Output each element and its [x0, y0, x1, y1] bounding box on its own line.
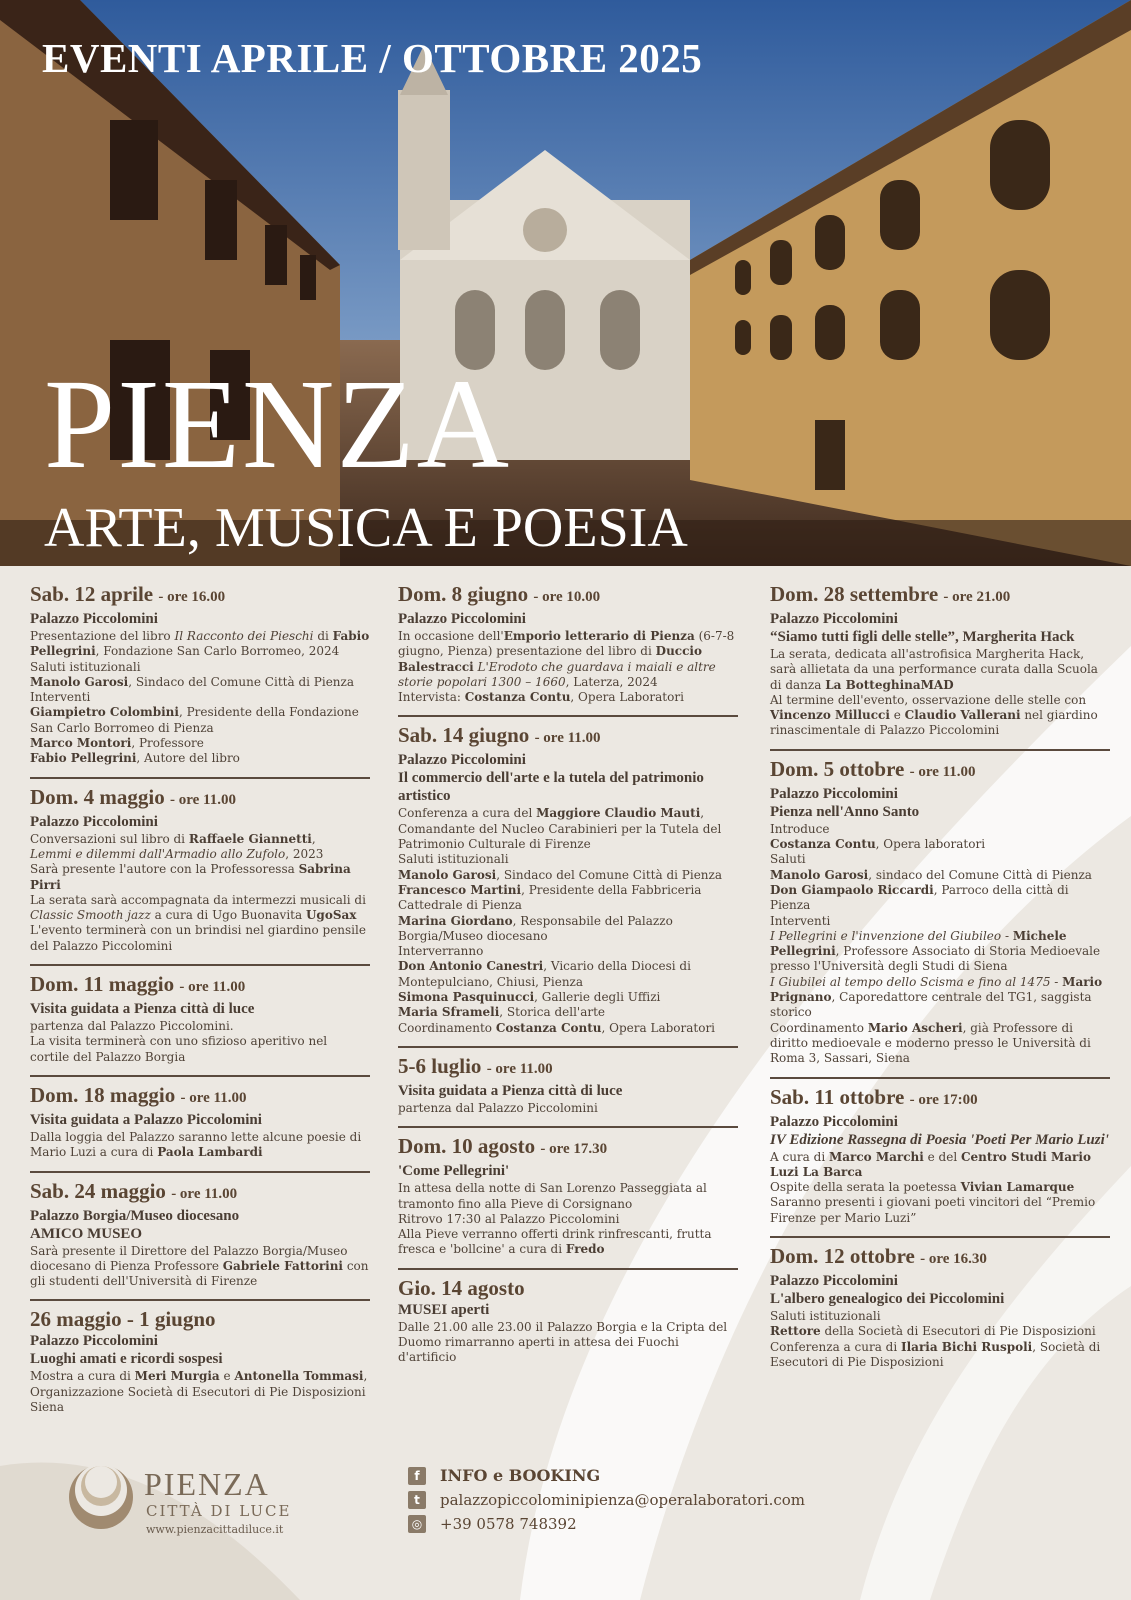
pienza-logo-icon: [66, 1462, 136, 1532]
event-date: Gio. 14 agosto: [398, 1275, 525, 1300]
event-description: Dalle 21.00 alle 23.00 il Palazzo Borgia e la Cripta del Duomo rimarranno aperti in attesa dei Fuochi d'artificio: [398, 1319, 728, 1365]
event-item: [30, 964, 370, 1065]
event-title: MUSEI aperti: [398, 1301, 490, 1318]
event-date: Sab. 24 maggio - ore 11.00: [30, 1178, 238, 1203]
event-description: Saluti istituzionali Rettore della Società di Esecutori di Pie Disposizioni Conferenza a cura di Ilaria Bichi Ruspoli, Società di Esecutori di Pie Disposizioni: [770, 1309, 1101, 1369]
event-title: Visita guidata a Palazzo Piccolomini: [30, 1111, 262, 1128]
event-description: Conversazioni sul libro di Raffaele Giannetti, Lemmi e dilemmi dall'Armadio allo Zufolo, 2023 Sarà presente l'autore con la Professoressa Sabrina Pirri La serata sarà accompagnata da intermezzi musicali di Classic Smooth jazz a cura di Ugo Buonavita UgoSax L'evento terminerà con un brindisi nel giardino pensile del Palazzo Piccolomini: [30, 831, 366, 953]
event-title: Luoghi amati e ricordi sospesi: [30, 1351, 223, 1368]
event-item: [770, 1077, 1110, 1226]
event-date: Dom. 18 maggio - ore 11.00: [30, 1082, 247, 1107]
event-item: [398, 715, 738, 1035]
event-title: AMICO MUSEO: [30, 1225, 143, 1242]
event-description: Mostra a cura di Meri Murgia e Antonella Tommasi, Organizzazione Società di Esecutori di Pie Disposizioni Siena: [30, 1369, 368, 1415]
event-description: Conferenza a cura del Maggiore Claudio Mauti, Comandante del Nucleo Carabinieri per la Tutela del Patrimonio Culturale di Firenze Saluti istituzionali Manolo Garosi, Sindaco del Comune Città di Pienza Francesco Martini, Presidente della Fabbriceria Cattedrale di Pienza Marina Giordano, Responsabile del Palazzo Borgia/Museo diocesano Interverranno Don Antonio Canestri, Vicario della Diocesi di Montepulciano, Chiusi, Pienza Simona Pasquinucci, Gallerie degli Uffizi Maria Sframeli, Storica dell'arte Coordinamento Costanza Contu, Opera Laboratori: [398, 806, 722, 1035]
logo-name: PIENZA: [144, 1466, 270, 1502]
event-time: - ore 17:00: [909, 1091, 978, 1108]
event-item: [30, 1171, 370, 1290]
event-date: Sab. 14 giugno - ore 11.00: [398, 723, 601, 748]
event-time: - ore 10.00: [533, 589, 601, 605]
event-time: - ore 21.00: [943, 589, 1011, 605]
page-title: PIENZA: [44, 353, 512, 495]
event-venue: Palazzo Piccolomini: [30, 813, 158, 830]
info-booking: [408, 1466, 805, 1539]
event-date: 5-6 luglio - ore 11.00: [398, 1053, 553, 1078]
event-title: L'albero genealogico dei Piccolomini: [770, 1291, 1005, 1308]
events-column-3: [770, 582, 1110, 1380]
event-time: - ore 17.30: [540, 1141, 608, 1158]
event-venue: Palazzo Piccolomini: [770, 785, 898, 802]
event-item: [398, 1126, 738, 1257]
event-date: Sab. 11 ottobre - ore 17:00: [770, 1084, 978, 1109]
facebook-icon[interactable]: f: [408, 1467, 426, 1485]
hero-photo: [0, 0, 1131, 566]
logo-subtitle: CITTÀ DI LUCE: [146, 1502, 292, 1520]
event-title: “Siamo tutti figli delle stelle”, Margherita Hack: [770, 629, 1075, 645]
event-item: [30, 1075, 370, 1161]
event-item: [770, 1236, 1110, 1370]
event-item: [30, 1299, 370, 1415]
event-venue: Palazzo Piccolomini: [770, 611, 898, 627]
event-description: A cura di Marco Marchi e del Centro Studi Mario Luzi La Barca Ospite della serata la poetessa Vivian Lamarque Saranno presenti i giovani poeti vincitori del “Premio Firenze per Mario Luzi”: [770, 1149, 1096, 1225]
info-title: INFO e BOOKING: [440, 1466, 601, 1485]
event-venue: Palazzo Piccolomini: [30, 611, 158, 627]
event-title: Il commercio dell'arte e la tutela del patrimonio artistico: [398, 770, 704, 805]
event-item: [398, 1268, 738, 1366]
event-title: Visita guidata a Pienza città di luce: [30, 1001, 255, 1018]
event-date: Dom. 4 maggio - ore 11.00: [30, 784, 236, 809]
phone-link[interactable]: +39 0578 748392: [440, 1515, 577, 1533]
event-time: - ore 11.00: [180, 1089, 247, 1106]
event-description: In attesa della notte di San Lorenzo Passeggiata al tramonto fino alla Pieve di Corsignano Ritrovo 17:30 al Palazzo Piccolomini Alla Pieve verranno offerti drink rinfrescanti, frutta fresca e 'bollcine' a cura di Fredo: [398, 1181, 712, 1257]
event-description: In occasione dell'Emporio letterario di Pienza (6-7-8 giugno, Pienza) presentazione del libro di Duccio Balestracci L'Erodoto che guardava i maiali e altre storie popolari 1300 – 1660, Laterza, 2024 Intervista: Costanza Contu, Opera Laboratori: [398, 629, 735, 705]
event-date: Dom. 12 ottobre - ore 16.30: [770, 1244, 987, 1269]
email-link[interactable]: palazzopiccolominipienza@operalaboratori.com: [440, 1491, 806, 1509]
events-column-2: [398, 582, 738, 1376]
event-title: 'Come Pellegrini': [398, 1163, 510, 1180]
event-date: Dom. 5 ottobre - ore 11.00: [770, 756, 976, 781]
event-time: - ore 11.00: [179, 979, 246, 996]
event-title: Pienza nell'Anno Santo: [770, 803, 920, 820]
event-venue: Palazzo Piccolomini: [398, 752, 526, 769]
event-description: Dalla loggia del Palazzo saranno lette alcune poesie di Mario Luzi a cura di Paola Lambardi: [30, 1129, 362, 1160]
event-date: Dom. 28 settembre - ore 21.00: [770, 582, 1011, 606]
logo-url[interactable]: www.pienzacittadiluce.it: [146, 1523, 284, 1536]
twitter-icon[interactable]: t: [408, 1491, 426, 1509]
top-title: EVENTI APRILE / OTTOBRE 2025: [42, 35, 703, 81]
event-description: La serata, dedicata all'astrofisica Margherita Hack, sarà allietata da una performance curata dalla Scuola di danza La BotteghinaMAD Al termine dell'evento, osservazione delle stelle con Vincenzo Millucci e Claudio Vallerani nel giardino rinascimentale di Palazzo Piccolomini: [770, 647, 1098, 738]
event-date: Sab. 12 aprile - ore 16.00: [30, 582, 226, 606]
event-item: [398, 582, 738, 705]
event-item: [770, 582, 1110, 739]
event-time: - ore 16.30: [920, 1251, 987, 1268]
event-date: Dom. 11 maggio - ore 11.00: [30, 972, 246, 997]
event-title: IV Edizione Rassegna di Poesia 'Poeti Per Mario Luzi': [770, 1131, 1109, 1148]
page-subtitle: ARTE, MUSICA E POESIA: [44, 497, 688, 559]
event-item: [30, 582, 370, 767]
event-description: Introduce Costanza Contu, Opera laboratori Saluti Manolo Garosi, sindaco del Comune Città di Pienza Don Giampaolo Riccardi, Parroco della città di Pienza Interventi I Pellegrini e l'invenzione del Giubileo - Michele Pellegrini, Professore Associato di Storia Medioevale presso l'Università degli Studi di Siena I Giubilei al tempo dello Scisma e fino al 1475 - Mario Prignano, Caporedattore centrale del TG1, saggista storico Coordinamento Mario Ascheri, già Professore di diritto medioevale e moderno presso le Università di Roma 3, Sassari, Siena: [770, 821, 1103, 1066]
event-description: partenza dal Palazzo Piccolomini: [398, 1100, 598, 1115]
info-row-phone: [408, 1515, 805, 1533]
event-venue: Palazzo Borgia/Museo diocesano: [30, 1207, 240, 1224]
event-item: [398, 1046, 738, 1116]
event-venue: Palazzo Piccolomini: [398, 611, 526, 627]
event-venue: Palazzo Piccolomini: [770, 1273, 898, 1290]
info-row-email: [408, 1491, 805, 1509]
event-date: 26 maggio - 1 giugno: [30, 1307, 216, 1332]
event-item: [30, 777, 370, 954]
event-date: Dom. 10 agosto - ore 17.30: [398, 1134, 608, 1159]
info-row-title: [408, 1466, 805, 1485]
event-time: - ore 11.00: [171, 1185, 238, 1202]
event-time: - ore 11.00: [534, 730, 601, 747]
event-description: Sarà presente il Direttore del Palazzo Borgia/Museo diocesano di Pienza Professore Gabriele Fattorini con gli studenti dell'Università di Firenze: [30, 1243, 369, 1289]
event-time: - ore 11.00: [170, 791, 236, 808]
event-description: partenza dal Palazzo Piccolomini. La visita terminerà con uno sfizioso aperitivo nel cortile del Palazzo Borgia: [30, 1019, 328, 1064]
event-title: Visita guidata a Pienza città di luce: [398, 1082, 623, 1099]
event-time: - ore 16.00: [158, 589, 226, 605]
events-column-1: [30, 582, 370, 1425]
instagram-icon[interactable]: ◎: [408, 1515, 426, 1533]
event-description: Presentazione del libro Il Racconto dei Pieschi di Fabio Pellegrini, Fondazione San Carlo Borromeo, 2024 Saluti istituzionali Manolo Garosi, Sindaco del Comune Città di Pienza Interventi Giampietro Colombini, Presidente della Fondazione San Carlo Borromeo di Pienza Marco Montori, Professore Fabio Pellegrini, Autore del libro: [30, 629, 370, 766]
event-time: - ore 11.00: [486, 1060, 553, 1077]
event-venue: Palazzo Piccolomini: [770, 1113, 898, 1130]
event-venue: Palazzo Piccolomini: [30, 1333, 158, 1350]
event-time: - ore 11.00: [909, 763, 976, 780]
event-date: Dom. 8 giugno - ore 10.00: [398, 582, 601, 606]
event-item: [770, 749, 1110, 1067]
